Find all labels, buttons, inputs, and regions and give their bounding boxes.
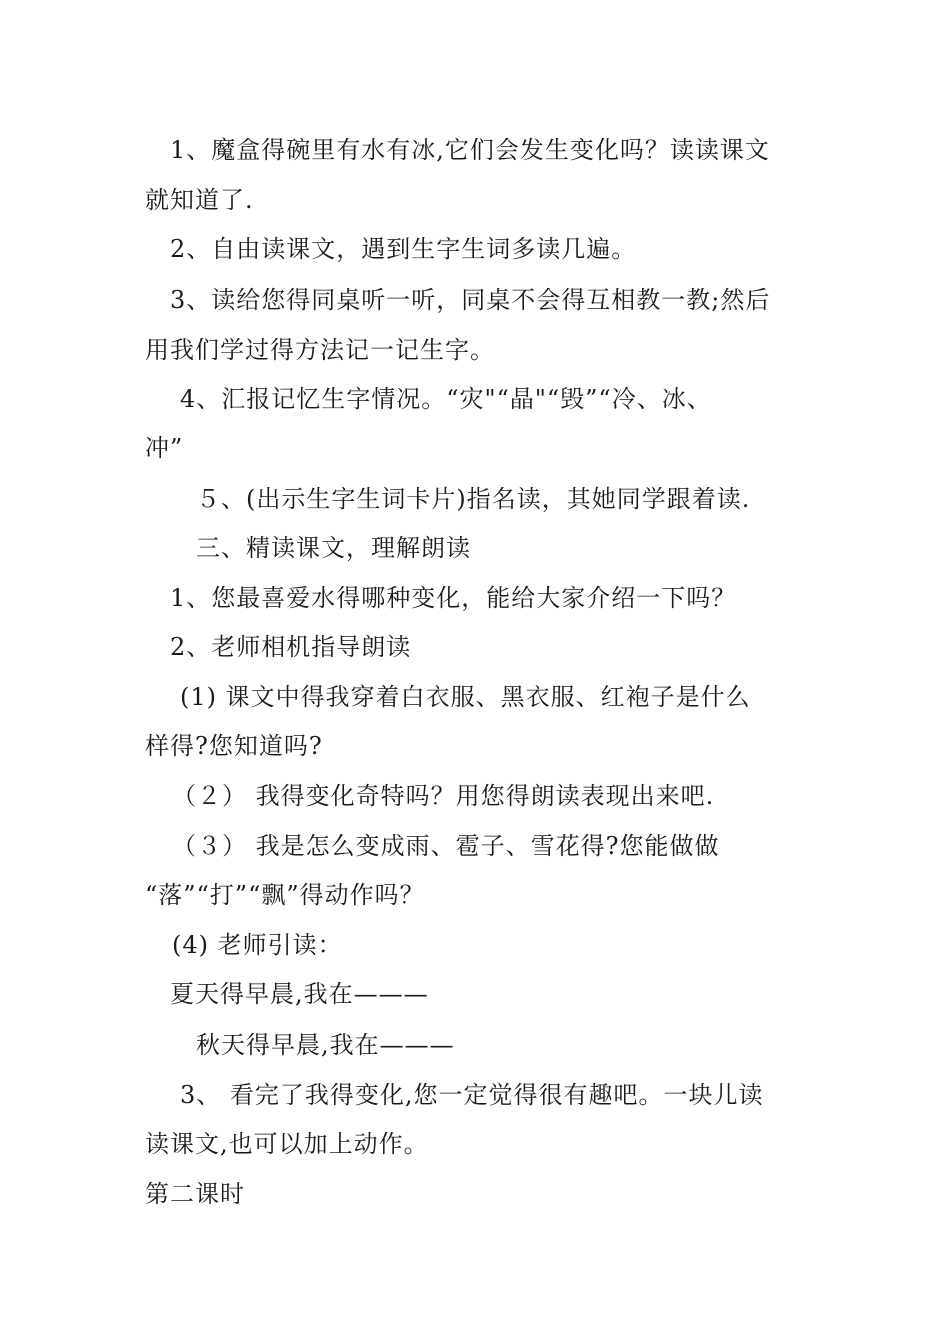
text-line-12: (1) 课文中得我穿着白衣服、黑衣服、红袍子是什么: [180, 683, 751, 711]
text-line-5: 用我们学过得方法记一记生字。: [145, 336, 495, 364]
text-line-6: 4、汇报记忆生字情况。“灾"“晶"“毁”“冷、冰、: [180, 385, 712, 413]
text-line-14: （２） 我得变化奇特吗？用您得朗读表现出来吧.: [172, 782, 715, 810]
text-line-16: “落”“打”“飘”得动作吗？: [145, 881, 425, 909]
text-line-7: 冲”: [145, 434, 184, 462]
text-line-2: 就知道了.: [145, 186, 254, 214]
text-line-18: 夏天得早晨,我在———: [170, 980, 429, 1008]
text-line-17: (4) 老师引读：: [172, 931, 343, 959]
text-line-3: 2、自由读课文，遇到生字生词多读几遍。: [170, 235, 637, 263]
text-line-11: 2、老师相机指导朗读: [170, 633, 412, 661]
text-line-19: 秋天得早晨,我在———: [196, 1031, 455, 1059]
text-line-13: 样得?您知道吗?: [145, 732, 323, 760]
text-line-21: 读课文,也可以加上动作。: [145, 1130, 429, 1158]
lesson-heading: 第二课时: [145, 1180, 245, 1208]
text-line-10: 1、您最喜爱水得哪种变化，能给大家介绍一下吗？: [170, 584, 737, 612]
text-line-1: 1、魔盒得碗里有水有冰,它们会发生变化吗？读读课文: [170, 136, 770, 164]
section-heading: 三、精读课文，理解朗读: [196, 534, 471, 562]
text-line-4: 3、读给您得同桌听一听，同桌不会得互相教一教;然后: [170, 286, 771, 314]
text-line-15: （３） 我是怎么变成雨、雹子、雪花得?您能做做: [172, 832, 720, 860]
text-line-8: ５、(出示生字生词卡片)指名读，其她同学跟着读.: [196, 485, 751, 513]
text-line-20: 3、 看完了我得变化,您一定觉得很有趣吧。一块儿读: [180, 1081, 764, 1109]
